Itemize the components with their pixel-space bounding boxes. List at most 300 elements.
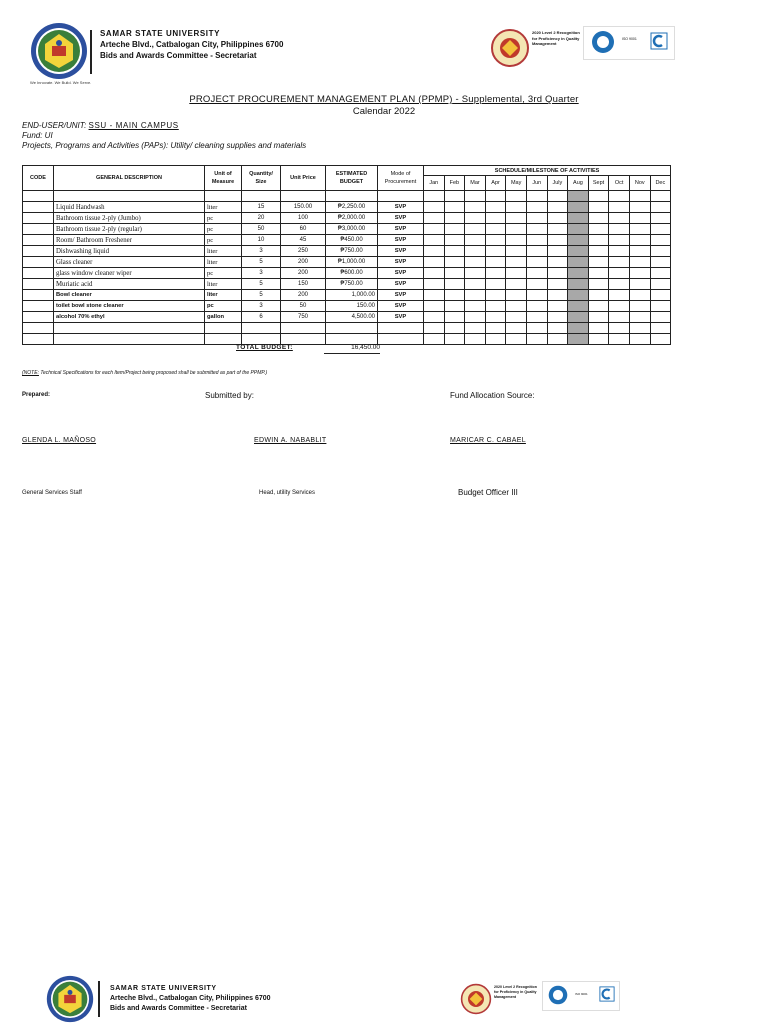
footer-university-block <box>110 984 271 1014</box>
schedule-header: SCHEDULE/MILESTONE OF ACTIVITIES <box>424 166 671 176</box>
recognition-badge <box>490 22 580 82</box>
total-budget-value: 16,450.00 <box>324 344 380 354</box>
code-cell <box>23 202 54 213</box>
month-header: Jan <box>424 176 445 191</box>
blank-cell <box>568 323 589 334</box>
unit-price-cell: 750 <box>281 312 326 323</box>
blank-cell <box>242 323 281 334</box>
unit-cell: liter <box>205 279 242 290</box>
calendar-year: Calendar 2022 <box>352 106 416 117</box>
note-text: Technical Specifications for each Item/Project being proposed shall be submitted as part of the PPMP.) <box>38 370 268 376</box>
blank-cell <box>23 323 54 334</box>
unit-cell: pc <box>205 268 242 279</box>
month-cell <box>588 213 609 224</box>
month-header: July <box>547 176 568 191</box>
table-row <box>23 312 671 323</box>
unit-cell: pc <box>205 213 242 224</box>
table-row <box>23 224 671 235</box>
month-cell <box>526 290 547 301</box>
month-cell <box>424 202 445 213</box>
month-cell <box>629 202 650 213</box>
fund-name: MARICAR C. CABAEL <box>450 437 526 444</box>
month-cell <box>485 279 506 290</box>
month-cell <box>568 257 589 268</box>
prepared-name: GLENDA L. MAÑOSO <box>22 437 97 444</box>
month-cell <box>568 213 589 224</box>
quantity-cell: 5 <box>242 290 281 301</box>
month-cell <box>526 257 547 268</box>
blank-cell <box>281 334 326 345</box>
month-cell <box>650 290 671 301</box>
unit-cell: pc <box>205 235 242 246</box>
month-cell <box>526 235 547 246</box>
blank-cell <box>485 334 506 345</box>
blank-cell <box>444 323 465 334</box>
footer-divider <box>98 981 100 1017</box>
quantity-header: Quantity/ Size <box>242 166 281 191</box>
mode-cell: SVP <box>378 279 424 290</box>
month-cell <box>485 224 506 235</box>
unit-cell: liter <box>205 257 242 268</box>
blank-cell <box>281 191 326 202</box>
month-cell <box>609 235 630 246</box>
mode-cell: SVP <box>378 235 424 246</box>
description-cell: Bathroom tissue 2-ply (regular) <box>54 224 205 235</box>
month-cell <box>568 312 589 323</box>
month-cell <box>506 301 527 312</box>
blank-cell <box>444 334 465 345</box>
month-cell <box>609 257 630 268</box>
month-cell <box>650 213 671 224</box>
month-cell <box>547 202 568 213</box>
table-blank-row <box>23 334 671 345</box>
month-cell <box>506 246 527 257</box>
month-cell <box>547 235 568 246</box>
month-cell <box>588 268 609 279</box>
blank-cell <box>205 191 242 202</box>
month-cell <box>526 268 547 279</box>
header-divider <box>90 30 92 74</box>
table-row <box>23 268 671 279</box>
month-cell <box>444 312 465 323</box>
estimated-budget-header: ESTIMATED BUDGET <box>326 166 378 191</box>
blank-cell <box>54 323 205 334</box>
month-cell <box>650 279 671 290</box>
unit-price-header: Unit Price <box>281 166 326 191</box>
unit-price-cell: 100 <box>281 213 326 224</box>
blank-cell <box>326 323 378 334</box>
blank-cell <box>588 191 609 202</box>
description-cell: toilet bowl stone cleaner <box>54 301 205 312</box>
month-cell <box>424 279 445 290</box>
month-cell <box>424 246 445 257</box>
month-cell <box>588 301 609 312</box>
blank-cell <box>378 191 424 202</box>
quantity-cell: 20 <box>242 213 281 224</box>
month-cell <box>609 213 630 224</box>
month-cell <box>609 312 630 323</box>
blank-cell <box>609 334 630 345</box>
unit-cell: liter <box>205 202 242 213</box>
unit-cell: gallon <box>205 312 242 323</box>
month-cell <box>629 213 650 224</box>
budget-cell: ₱3,000.00 <box>326 224 378 235</box>
university-seal-icon <box>30 22 88 80</box>
quantity-cell: 3 <box>242 246 281 257</box>
month-cell <box>568 301 589 312</box>
footer-recognition-seal-icon <box>460 983 492 1015</box>
table-blank-row <box>23 323 671 334</box>
month-header: Mar <box>465 176 486 191</box>
month-cell <box>547 290 568 301</box>
month-cell <box>485 312 506 323</box>
month-cell <box>465 224 486 235</box>
document-title <box>0 94 768 105</box>
fund-position: Budget Officer III <box>458 488 518 497</box>
month-cell <box>444 213 465 224</box>
table-row <box>23 279 671 290</box>
blank-cell <box>506 191 527 202</box>
month-cell <box>609 290 630 301</box>
footer-recognition-badge <box>460 979 550 1019</box>
submitted-name: EDWIN A. NABABLIT <box>254 437 327 444</box>
month-cell <box>650 257 671 268</box>
month-cell <box>650 202 671 213</box>
month-cell <box>506 290 527 301</box>
fund-line: Fund: UI <box>22 131 53 140</box>
month-cell <box>506 213 527 224</box>
university-motto: We Innovate. We Build. We Serve. <box>30 80 92 85</box>
table-row <box>23 246 671 257</box>
month-cell <box>609 246 630 257</box>
month-cell <box>485 268 506 279</box>
blank-cell <box>650 334 671 345</box>
month-cell <box>547 257 568 268</box>
month-cell <box>424 312 445 323</box>
month-cell <box>568 202 589 213</box>
footer-iso-badge <box>542 981 620 1011</box>
note-prefix: (NOTE: <box>22 370 39 376</box>
blank-cell <box>465 323 486 334</box>
month-cell <box>485 290 506 301</box>
blank-cell <box>242 191 281 202</box>
recognition-seal-icon <box>490 28 530 68</box>
month-cell <box>465 279 486 290</box>
month-cell <box>424 290 445 301</box>
month-cell <box>650 246 671 257</box>
month-cell <box>465 301 486 312</box>
month-cell <box>424 268 445 279</box>
month-cell <box>444 279 465 290</box>
month-cell <box>588 290 609 301</box>
month-cell <box>485 257 506 268</box>
prepared-label: Prepared: <box>22 392 51 398</box>
prepared-position: General Services Staff <box>22 490 82 496</box>
month-cell <box>588 235 609 246</box>
blank-cell <box>526 334 547 345</box>
month-cell <box>444 290 465 301</box>
month-cell <box>609 202 630 213</box>
code-cell <box>23 268 54 279</box>
mode-cell: SVP <box>378 301 424 312</box>
unit-cell: pc <box>205 224 242 235</box>
blank-cell <box>281 323 326 334</box>
month-cell <box>465 268 486 279</box>
month-cell <box>568 235 589 246</box>
month-cell <box>588 312 609 323</box>
description-cell: Liquid Handwash <box>54 202 205 213</box>
description-cell: Room/ Bathroom Freshener <box>54 235 205 246</box>
table-row <box>23 290 671 301</box>
blank-cell <box>54 191 205 202</box>
blank-cell <box>609 191 630 202</box>
budget-cell: 1,000.00 <box>326 290 378 301</box>
month-cell <box>526 202 547 213</box>
unit-cell: pc <box>205 301 242 312</box>
month-cell <box>650 235 671 246</box>
quantity-cell: 15 <box>242 202 281 213</box>
unit-price-cell: 200 <box>281 290 326 301</box>
month-cell <box>650 268 671 279</box>
month-cell <box>465 246 486 257</box>
month-cell <box>588 246 609 257</box>
blank-cell <box>526 191 547 202</box>
month-cell <box>526 213 547 224</box>
blank-cell <box>378 323 424 334</box>
description-cell: Dishwashing liquid <box>54 246 205 257</box>
budget-cell: 150.00 <box>326 301 378 312</box>
mode-cell: SVP <box>378 312 424 323</box>
month-cell <box>629 246 650 257</box>
blank-cell <box>547 323 568 334</box>
footer-recognition-text: 2020 Level 2 Recognition for Proficiency in Quality Management <box>494 985 537 999</box>
end-user-label: END-USER/UNIT: <box>22 121 87 130</box>
month-cell <box>547 312 568 323</box>
month-cell <box>547 279 568 290</box>
month-cell <box>609 224 630 235</box>
month-cell <box>465 312 486 323</box>
blank-cell <box>424 334 445 345</box>
blank-cell <box>424 191 445 202</box>
university-block <box>100 28 283 61</box>
quantity-cell: 5 <box>242 279 281 290</box>
letterhead <box>30 22 738 85</box>
unit-cell: liter <box>205 246 242 257</box>
month-cell <box>465 235 486 246</box>
month-cell <box>506 224 527 235</box>
code-cell <box>23 246 54 257</box>
unit-price-cell: 200 <box>281 257 326 268</box>
quantity-cell: 6 <box>242 312 281 323</box>
submitted-position: Head, utility Services <box>259 490 316 496</box>
footer-university-seal-icon <box>46 975 94 1023</box>
month-cell <box>526 301 547 312</box>
description-cell: Glass cleaner <box>54 257 205 268</box>
blank-cell <box>547 191 568 202</box>
month-cell <box>568 224 589 235</box>
title-main: PROJECT PROCUREMENT MANAGEMENT PLAN (PPMP) <box>189 94 453 105</box>
month-cell <box>629 235 650 246</box>
blank-cell <box>485 323 506 334</box>
month-cell <box>444 268 465 279</box>
blank-cell <box>485 191 506 202</box>
month-cell <box>588 279 609 290</box>
month-cell <box>444 246 465 257</box>
blank-cell <box>547 334 568 345</box>
blank-cell <box>629 334 650 345</box>
month-cell <box>629 224 650 235</box>
blank-cell <box>54 334 205 345</box>
table-row <box>23 257 671 268</box>
footer-iso-text: ISO 9001 <box>575 992 588 996</box>
blank-cell <box>378 334 424 345</box>
month-cell <box>629 312 650 323</box>
quantity-cell: 5 <box>242 257 281 268</box>
month-cell <box>526 224 547 235</box>
footer-iso-mark-icon <box>599 986 615 1002</box>
month-cell <box>650 312 671 323</box>
month-cell <box>547 224 568 235</box>
blank-cell <box>205 334 242 345</box>
blank-cell <box>424 323 445 334</box>
month-cell <box>568 290 589 301</box>
mode-cell: SVP <box>378 246 424 257</box>
mode-cell: SVP <box>378 290 424 301</box>
month-cell <box>629 301 650 312</box>
code-cell <box>23 279 54 290</box>
month-cell <box>424 301 445 312</box>
month-cell <box>609 301 630 312</box>
month-header: May <box>506 176 527 191</box>
budget-cell: 4,500.00 <box>326 312 378 323</box>
table-row <box>23 301 671 312</box>
month-cell <box>485 301 506 312</box>
month-cell <box>444 224 465 235</box>
title-sub: - Supplemental, 3rd Quarter <box>452 94 579 105</box>
quantity-cell: 3 <box>242 301 281 312</box>
recognition-text: 2020 Level 2 Recognition for Proficiency in Quality Management <box>532 30 580 46</box>
month-header: Dec <box>650 176 671 191</box>
blank-cell <box>526 323 547 334</box>
mode-cell: SVP <box>378 224 424 235</box>
month-cell <box>568 246 589 257</box>
month-cell <box>506 268 527 279</box>
code-cell <box>23 257 54 268</box>
code-cell <box>23 235 54 246</box>
footer-university-name: SAMAR STATE UNIVERSITY <box>110 985 217 992</box>
end-user-value: SSU - MAIN CAMPUS <box>88 121 179 130</box>
table-row <box>23 202 671 213</box>
month-cell <box>568 279 589 290</box>
budget-cell: ₱2,000.00 <box>326 213 378 224</box>
month-cell <box>465 202 486 213</box>
description-cell: Bathroom tissue 2-ply (Jumbo) <box>54 213 205 224</box>
month-cell <box>444 202 465 213</box>
footer-committee-name: Bids and Awards Committee - Secretariat <box>110 1005 247 1012</box>
blank-cell <box>650 191 671 202</box>
blank-cell <box>23 191 54 202</box>
month-header: Apr <box>485 176 506 191</box>
month-header: Nov <box>629 176 650 191</box>
footer-university-address: Arteche Blvd., Catbalogan City, Philippines 6700 <box>110 995 271 1002</box>
mode-cell: SVP <box>378 257 424 268</box>
code-cell <box>23 312 54 323</box>
month-cell <box>444 257 465 268</box>
description-cell: Muriatic acid <box>54 279 205 290</box>
footer-letterhead <box>46 975 696 1023</box>
university-name: SAMAR STATE UNIVERSITY <box>100 29 221 38</box>
month-cell <box>424 213 445 224</box>
month-cell <box>444 235 465 246</box>
month-cell <box>465 257 486 268</box>
quantity-cell: 50 <box>242 224 281 235</box>
blank-cell <box>465 191 486 202</box>
ppmp-table <box>22 165 671 345</box>
budget-cell: ₱600.00 <box>326 268 378 279</box>
unit-price-cell: 150.00 <box>281 202 326 213</box>
month-cell <box>526 246 547 257</box>
blank-cell <box>506 323 527 334</box>
description-cell: glass window cleaner wiper <box>54 268 205 279</box>
unit-price-cell: 150 <box>281 279 326 290</box>
unit-price-cell: 60 <box>281 224 326 235</box>
month-cell <box>526 312 547 323</box>
blank-cell <box>588 323 609 334</box>
mode-cell: SVP <box>378 268 424 279</box>
blank-cell <box>629 323 650 334</box>
footer-socotec-logo-icon <box>547 984 569 1006</box>
month-cell <box>485 202 506 213</box>
month-cell <box>444 301 465 312</box>
blank-cell <box>465 334 486 345</box>
month-cell <box>588 257 609 268</box>
unit-header: Unit of Measure <box>205 166 242 191</box>
month-cell <box>465 213 486 224</box>
blank-cell <box>568 191 589 202</box>
total-budget-label: TOTAL BUDGET: <box>236 344 293 351</box>
blank-cell <box>568 334 589 345</box>
blank-cell <box>506 334 527 345</box>
month-cell <box>506 235 527 246</box>
budget-cell: ₱450.00 <box>326 235 378 246</box>
month-cell <box>506 312 527 323</box>
month-cell <box>588 224 609 235</box>
month-cell <box>650 301 671 312</box>
month-cell <box>485 213 506 224</box>
month-cell <box>609 268 630 279</box>
quantity-cell: 3 <box>242 268 281 279</box>
mode-header: Mode of Procurement <box>378 166 424 191</box>
unit-price-cell: 200 <box>281 268 326 279</box>
blank-cell <box>205 323 242 334</box>
quantity-cell: 10 <box>242 235 281 246</box>
month-header: Feb <box>444 176 465 191</box>
month-cell <box>526 279 547 290</box>
month-cell <box>424 257 445 268</box>
budget-cell: ₱2,250.00 <box>326 202 378 213</box>
unit-cell: liter <box>205 290 242 301</box>
month-cell <box>568 268 589 279</box>
description-cell: alcohol 70% ethyl <box>54 312 205 323</box>
blank-cell <box>326 334 378 345</box>
month-cell <box>629 257 650 268</box>
fund-source-label: Fund Allocation Source: <box>450 391 535 400</box>
mode-cell: SVP <box>378 213 424 224</box>
blank-cell <box>629 191 650 202</box>
budget-cell: ₱1,000.00 <box>326 257 378 268</box>
blank-cell <box>609 323 630 334</box>
month-cell <box>629 279 650 290</box>
